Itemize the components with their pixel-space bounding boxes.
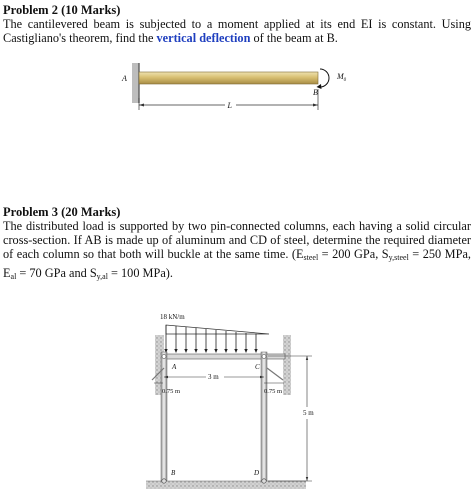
problem2-text-before: The cantilevered beam is subjected to a moment applied at its end EI is constant. Using Castigliano's theorem, find the (3, 17, 471, 46)
pin-d (262, 479, 266, 483)
right-wall (283, 335, 291, 395)
columns-figure (140, 305, 330, 495)
problem3-heading: Problem 3 (20 Marks) (3, 205, 121, 219)
pin-b (162, 479, 166, 483)
moment-arrow (320, 69, 329, 87)
span-label: 3 m (208, 373, 219, 381)
distributed-load (164, 325, 269, 353)
right-offset-label: 0.75 m (264, 388, 283, 395)
label-b: B (171, 469, 176, 477)
fixed-wall-support (132, 63, 139, 103)
column-cd (261, 352, 267, 482)
label-d: D (254, 469, 260, 477)
label-a: A (172, 363, 177, 371)
left-offset-label: 0.75 m (162, 388, 181, 395)
ground (146, 481, 306, 489)
problem2-highlight: vertical deflection (156, 31, 251, 46)
cantilever-beam-figure (110, 58, 350, 120)
load-label: 18 kN/m (160, 313, 185, 321)
label-moment: $M_0$ (337, 72, 347, 83)
right-brace (267, 368, 283, 380)
length-dimension (139, 89, 318, 110)
problem2-statement (3, 17, 471, 45)
label-b: B (313, 88, 318, 97)
pin-a (162, 355, 166, 359)
label-c: C (255, 363, 260, 371)
label-length: L (227, 101, 232, 110)
height-dimension (268, 356, 314, 481)
height-label: 5 m (303, 409, 314, 417)
problem2-text-after: of the beam at B. (250, 31, 338, 46)
problem3-statement: The distributed load is supported by two pin-connected columns, each having a solid circular cross-section. If AB is made up of aluminum and CD of steel, determine the required diameter of each column so that both will buckle at the same time. ($E_{steel} = 200$ GPa, $S_{y,steel} = 250$ MPa, $E_{al} = 70$ GPa and $S_{y,al} = 100$ MPa). (3, 219, 471, 281)
beam (139, 72, 318, 84)
column-ab (161, 352, 167, 482)
pin-c (262, 355, 266, 359)
problem2-heading: Problem 2 (10 Marks) (3, 3, 121, 17)
label-a: A (122, 74, 127, 83)
span-dimension (164, 373, 264, 381)
